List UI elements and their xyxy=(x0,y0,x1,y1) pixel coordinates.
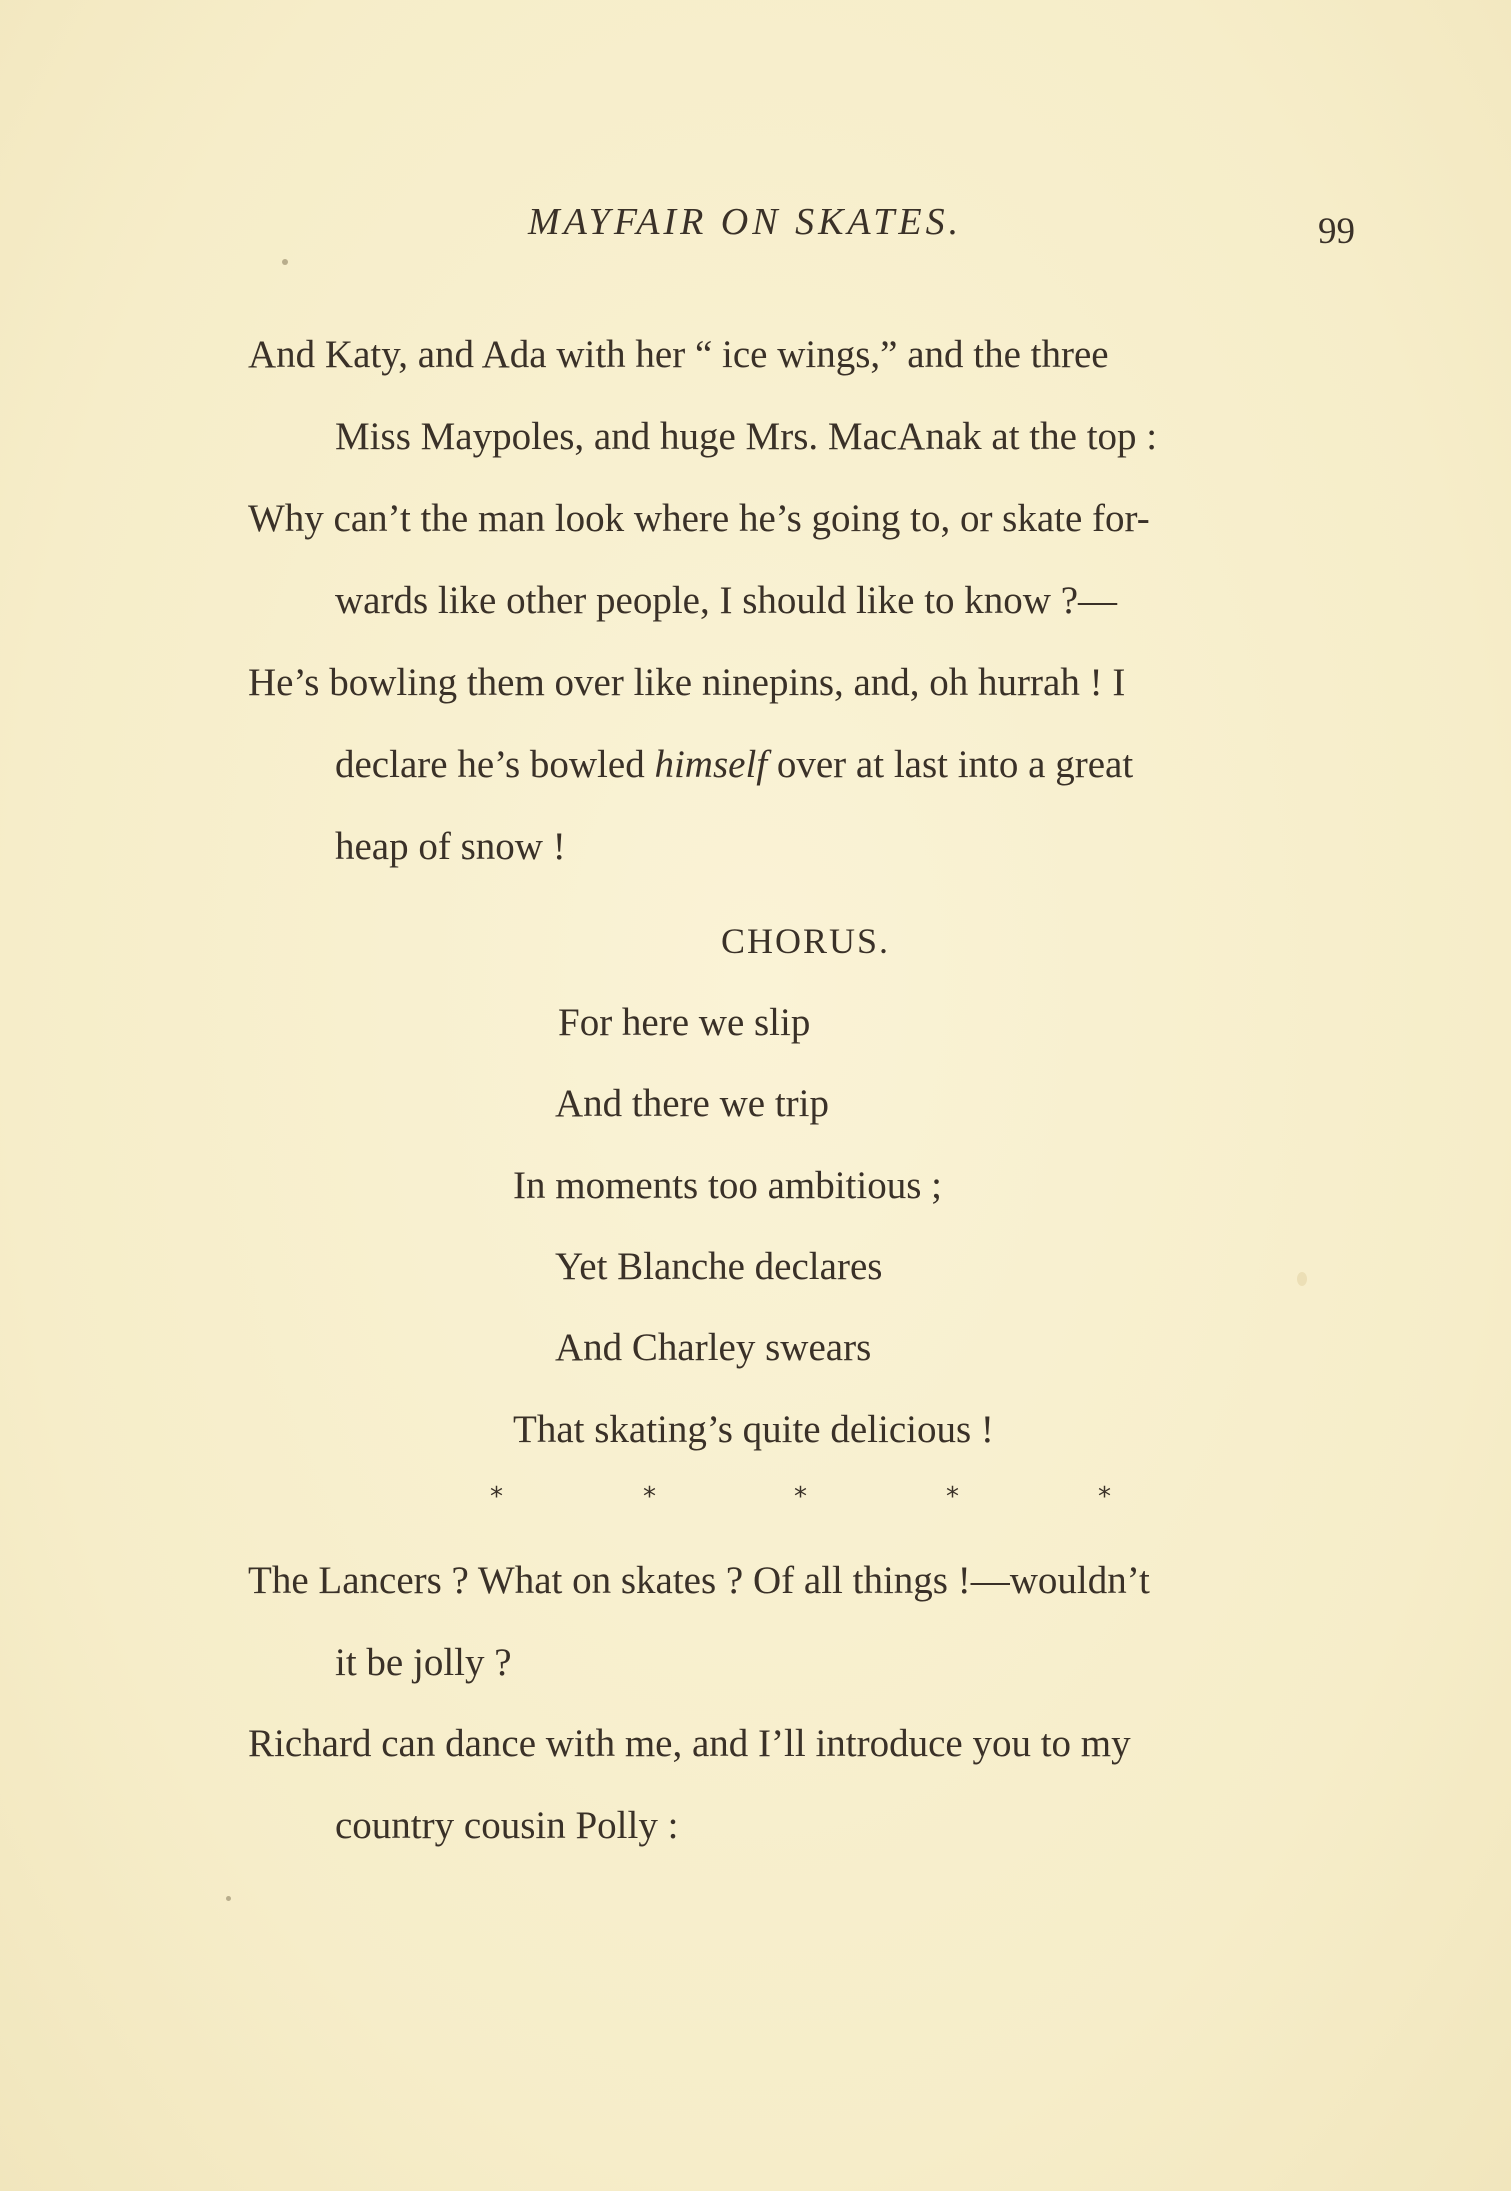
running-head xyxy=(0,200,1511,260)
verse-line: Why can’t the man look where he’s going to, or skate for- xyxy=(248,497,1150,540)
paper-speck xyxy=(226,1896,231,1901)
paper-speck xyxy=(282,259,288,265)
asterisk: * xyxy=(946,1482,959,1512)
verse-text: declare he’s bowled xyxy=(335,743,655,786)
chorus-line: Yet Blanche declares xyxy=(555,1245,883,1288)
chorus-line: And Charley swears xyxy=(555,1326,872,1369)
verse-line xyxy=(335,745,1133,784)
asterisk: * xyxy=(490,1482,503,1512)
asterisk: * xyxy=(643,1482,656,1512)
running-title: MAYFAIR ON SKATES. xyxy=(528,201,963,243)
verse-text: over at last into a great xyxy=(767,743,1134,786)
chorus-line: And there we trip xyxy=(555,1082,829,1125)
paper-speck xyxy=(1297,1272,1307,1286)
verse-line: Miss Maypoles, and huge Mrs. MacAnak at the top : xyxy=(335,415,1158,458)
verse-line: And Katy, and Ada with her “ ice wings,” and the three xyxy=(248,333,1109,376)
chorus-heading: CHORUS. xyxy=(721,921,891,961)
chorus-line: That skating’s quite delicious ! xyxy=(513,1408,994,1451)
section-separator xyxy=(0,1482,1511,1522)
verse-line: it be jolly ? xyxy=(335,1641,512,1684)
asterisk: * xyxy=(794,1482,807,1512)
verse-line: wards like other people, I should like to know ?— xyxy=(335,579,1117,622)
verse-line: He’s bowling them over like ninepins, and, oh hurrah ! I xyxy=(248,661,1126,704)
chorus-line: For here we slip xyxy=(558,1001,811,1044)
verse-line: Richard can dance with me, and I’ll introduce you to my xyxy=(248,1722,1131,1765)
emphasis-text: himself xyxy=(654,743,768,786)
verse-line: heap of snow ! xyxy=(335,825,566,868)
page-number: 99 xyxy=(1318,211,1355,252)
verse-line: country cousin Polly : xyxy=(335,1804,679,1847)
chorus-line: In moments too ambitious ; xyxy=(513,1164,942,1207)
asterisk: * xyxy=(1098,1482,1111,1512)
verse-line: The Lancers ? What on skates ? Of all things !—wouldn’t xyxy=(248,1559,1150,1602)
